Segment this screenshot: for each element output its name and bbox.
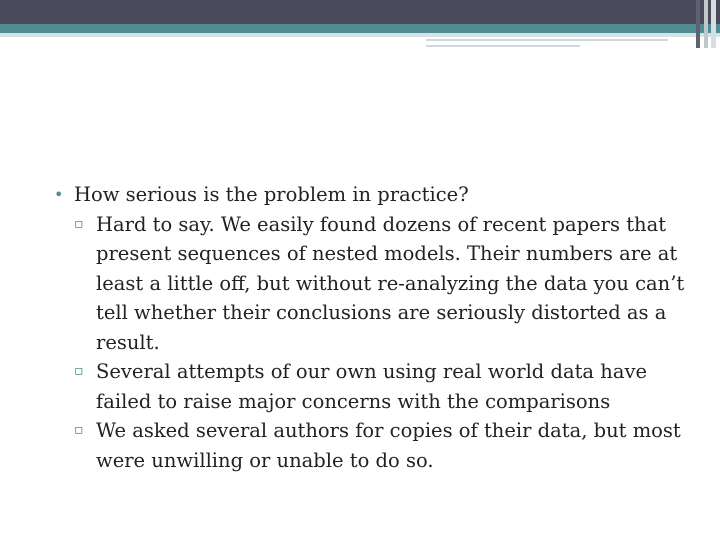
sub-bullet-text: We asked several authors for copies of their data, but most were unwilling or unable to do so. bbox=[96, 419, 681, 472]
header-band-dark bbox=[0, 0, 720, 24]
sub-bullet-list bbox=[74, 210, 694, 476]
bullet-text: How serious is the problem in practice? bbox=[74, 183, 469, 206]
bullet-list bbox=[54, 180, 694, 475]
header-band-teal bbox=[0, 24, 720, 33]
stripe bbox=[704, 0, 708, 48]
header-band-light bbox=[0, 33, 720, 37]
sub-bullet-item bbox=[74, 210, 694, 358]
stripe bbox=[711, 0, 716, 48]
sub-bullet-item bbox=[74, 416, 694, 475]
header-accent-line bbox=[426, 45, 580, 47]
stripe bbox=[696, 0, 700, 48]
header-accent-line bbox=[426, 39, 668, 41]
bullet-dot-icon: • bbox=[54, 185, 64, 204]
bullet-square-icon: ▫ bbox=[74, 215, 84, 232]
sub-bullet-text: Several attempts of our own using real world data have failed to raise major concerns with the comparisons bbox=[96, 360, 647, 413]
bullet-square-icon: ▫ bbox=[74, 422, 84, 438]
bullet-square-icon: ▫ bbox=[74, 363, 84, 379]
header-corner-stripes bbox=[696, 0, 720, 48]
slide-body bbox=[54, 180, 694, 475]
sub-bullet-text: Hard to say. We easily found dozens of recent papers that present sequences of nested models. Their numbers are at least a little off, but without re-analyzing the data you can’t tell whether their conclusions are seriously distorted as a result. bbox=[96, 212, 685, 354]
bullet-item bbox=[54, 180, 694, 475]
sub-bullet-item bbox=[74, 357, 694, 416]
